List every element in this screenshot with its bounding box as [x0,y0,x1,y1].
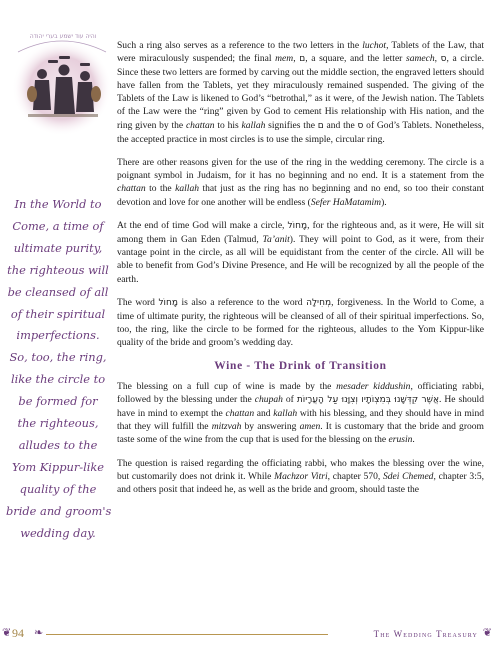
text-run: . He should have in mind to exempt the [117,394,484,420]
hebrew-word: מְחִילָה [306,298,332,309]
pull-quote-line: So, too, the ring, [9,350,107,365]
text-run: and the [323,119,358,131]
italic-term: luchot [362,40,387,51]
text-run: , a circle. Since these two letters are formed by carving out the middle section, the engraved letters should have fallen from the Tablets, yet they miraculously remained suspended. The giving of the Tablets of the Law is likened to God’s “betrothal,” as it were, of the Jewish nation. The Tablets of the Law were the “ring” given by God to cement His relationship with His nation, and the ring given by the [117,53,484,131]
fleur-icon: ❦ [482,627,492,639]
text-run: , for the righteous and, as it were, He will sit among them in Gan Eden (Talmud, [117,220,484,246]
pull-quote-line: imperfections. [16,328,100,343]
pull-quote-line: be cleansed of all [7,284,109,299]
text-run: signifies the [265,119,318,131]
italic-term: chattan [225,408,255,420]
text-run: The blessing on a full cup of wine is made by the [117,381,337,393]
paragraph-wine-blessing [117,380,484,446]
pull-quote-line: the righteous, [17,416,99,431]
text-run: , officiating rabbi, followed by the blessing under the [117,381,484,406]
text-run: that just as the ring has no beginning and no end, so too their constant devotion and love for one another will be endless ( [117,183,484,208]
italic-term: Sdei Chemed [383,471,434,483]
fleur-icon: ❦ [2,627,12,639]
text-run: , [293,53,300,65]
italic-term: Machzor Vitri [274,471,328,483]
text-run: of God’s Tablets. Nonetheless, the accepted practice in most circles is to use the simple, circular ring. [117,119,484,145]
italic-term: mitzvah [211,421,242,433]
page-footer [0,624,500,646]
italic-term: samech [406,53,435,65]
paragraph-circle-symbol [117,156,484,208]
pull-quote-line: wedding day. [20,525,96,540]
text-run: , chapter 570, [327,471,383,483]
text-run: The question is raised regarding the officiating rabbi, who makes the blessing over the wine, but customarily does not drink it. While [117,458,484,483]
italic-term: mem [275,53,294,65]
hebrew-word: מָחוֹל [287,221,308,232]
pull-quote-line: bride and groom's [6,503,112,518]
illustration-caption: והיה עוד ישמע בערי יהודה [29,33,97,40]
pull-quote-line: Yom Kippur-like [11,459,105,474]
text-run: of [282,394,297,406]
body-text [117,39,484,507]
text-run: , a square, and the letter [305,53,406,65]
pull-quote-line: be formed for [18,394,98,409]
fleur-icon: ❧ [34,627,44,639]
paragraph-luchot [117,39,484,146]
italic-term: chattan [185,119,215,131]
pull-quote-line: quality of the [19,481,97,496]
text-run: ). They will point to God, as it were, from their vantage point in the circle, as all will be equidistant from the center of the circle. All will be able to benefit from God’s Divine Presence, and He will be recognized by all the people of the earth. [117,234,484,285]
text-run: , [434,53,441,65]
hebrew-letter: ס [440,54,447,65]
page-number: 94 [12,626,24,640]
text-run: . [412,434,415,446]
text-run: ). [381,196,387,208]
pull-quote-line: like the circle to [10,372,106,387]
text-run: , Tablets of the Law, that were miraculously suspended; the final [117,40,485,65]
paragraph-forgiveness [117,296,484,349]
text-run: , chapter 3:5, and others posit that indeed he, as well as the bride and groom, should taste the [117,471,485,496]
italic-term: kallah [273,408,298,420]
italic-term: amen [299,421,321,433]
text-run: At the end of time God will make a circle, [117,220,288,232]
italic-term: chupah [254,394,283,406]
pull-quote-line: Come, a time of [12,218,104,233]
text-run: There are other reasons given for the use of the ring in the wedding ceremony. The circle is a poignant symbol in Judaism, for it has no beginning and no end. It is a statement from the [117,157,484,182]
pull-quote-line: of their spiritual [10,306,106,321]
hebrew-letter: ם [299,54,306,65]
text-run: and [254,408,274,420]
text-run: , forgiveness. In the World to Come, a time of ultimate purity, the righteous will be cleansed of all of their spiritual imperfections. So, too, the ring, like the circle to be formed for the righteous, alludes to the Yom Kippur-like quality of the bride and groom’s wedding day. [117,297,484,349]
pull-quote-line: In the World to [14,197,102,211]
footer-rule [46,634,328,635]
text-run: to the [145,183,176,195]
italic-term: Ta’anit [262,234,290,246]
hebrew-word: מָחוֹל [158,298,178,309]
paragraph-officiating-rabbi [117,457,484,496]
hebrew-letter: ס [357,120,364,131]
text-run: is also a reference to the word [178,297,307,309]
hebrew-blessing: אֲשֶׁר קִדְּשָׁנוּ בְּמִצְוֹתָיו וְצִוָּנוּ עַל הָעֲרָיוֹת [296,395,440,406]
italic-term: kallah [175,183,199,195]
text-run: . It is customary that the bride and groom taste some of the wine from the cup that is used for the blessing on the [117,421,484,446]
hebrew-letter: ם [317,120,324,131]
section-heading: Wine - The Drink of Transition [214,359,387,372]
italic-term: chattan [117,183,146,195]
italic-term: kallah [241,119,266,131]
italic-term: Sefer HaMatamim [310,196,382,208]
text-run: to his [214,119,242,131]
pull-quote-line: the righteous will [7,262,109,277]
italic-term: mesader kiddushin [336,381,411,393]
pull-quote-line: alludes to the [18,437,98,452]
text-run: The word [117,297,159,309]
text-run: with his blessing, and they should have in mind that they will fulfill the [117,408,484,433]
text-run: Such a ring also serves as a reference to the two letters in the [117,40,363,51]
pull-quote [6,194,110,545]
pull-quote-line: ultimate purity, [13,240,103,255]
musicians-illustration [10,30,114,138]
running-title: The Wedding Treasury [373,629,478,639]
paragraph-end-of-time [117,219,484,285]
italic-term: erusin [388,434,413,446]
text-run: by answering [241,421,300,433]
